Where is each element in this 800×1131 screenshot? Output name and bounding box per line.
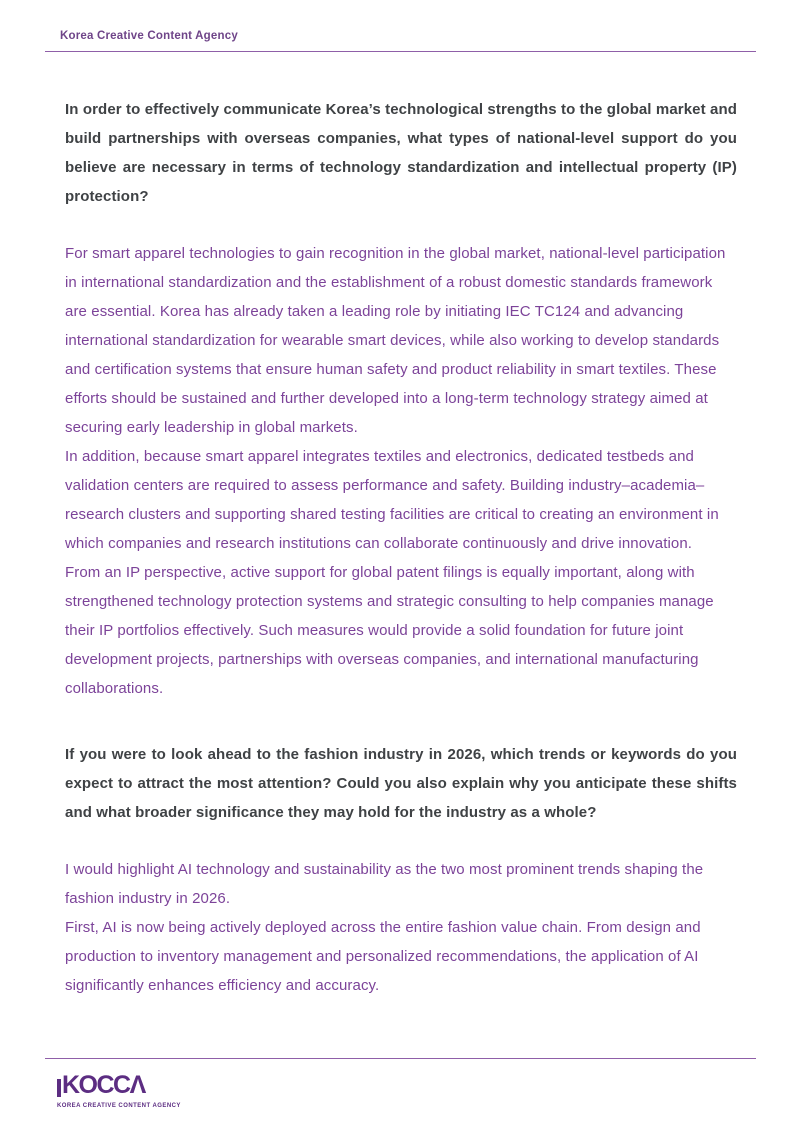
qa-section-2 (65, 740, 737, 1000)
kocca-logo (57, 1073, 756, 1098)
kocca-logo-caption: KOREA CREATIVE CONTENT AGENCY (57, 1103, 181, 1109)
answer-2-text (65, 855, 737, 1000)
qa-section-1 (65, 95, 737, 703)
answer-1-text (65, 239, 737, 703)
kocca-logo-text: KOCCΛ (62, 1071, 145, 1099)
page-header (45, 0, 756, 52)
answer-paragraph: From an IP perspective, active support for global patent filings is equally important, along with strengthened technology protection systems and strategic consulting to help companies manage their IP portfolios effectively. Such measures would provide a solid foundation for future joint development projects, partnerships with overseas companies, and international manufacturing collaborations. (65, 564, 714, 697)
question-1-text: In order to effectively communicate Korea’s technological strengths to the global market and build partnerships with overseas companies, what types of national-level support do you believe are necessary in terms of technology standardization and intellectual property (IP) protection? (65, 101, 737, 205)
logo-mark-bar-icon (57, 1079, 61, 1097)
answer-paragraph: First, AI is now being actively deployed across the entire fashion value chain. From design and production to inventory management and personalized recommendations, the application of AI significantly enhances efficiency and accuracy. (65, 919, 701, 994)
page-footer (45, 1058, 756, 1109)
footer-divider (45, 1058, 756, 1059)
question-2-text: If you were to look ahead to the fashion industry in 2026, which trends or keywords do you expect to attract the most attention? Could you also explain why you anticipate these shifts and what broader significance they may hold for the industry as a whole? (65, 746, 737, 821)
header-agency-label: Korea Creative Content Agency (60, 30, 238, 42)
answer-paragraph: In addition, because smart apparel integrates textiles and electronics, dedicated testbeds and validation centers are required to assess performance and safety. Building industry–academia–research clusters and supporting shared testing facilities are critical to creating an environment in which companies and research institutions can collaborate continuously and drive innovation. (65, 448, 719, 552)
answer-paragraph: I would highlight AI technology and sustainability as the two most prominent trends shaping the fashion industry in 2026. (65, 861, 704, 907)
document-body (45, 52, 756, 1037)
answer-paragraph: For smart apparel technologies to gain recognition in the global market, national-level participation in international standardization and the establishment of a robust domestic standards framework are essential. Korea has already taken a leading role by initiating IEC TC124 and advancing international standardization for wearable smart devices, while also working to develop standards and certification systems that ensure human safety and product reliability in smart textiles. These efforts should be sustained and further developed into a long-term technology strategy aimed at securing early leadership in global markets. (65, 245, 726, 436)
